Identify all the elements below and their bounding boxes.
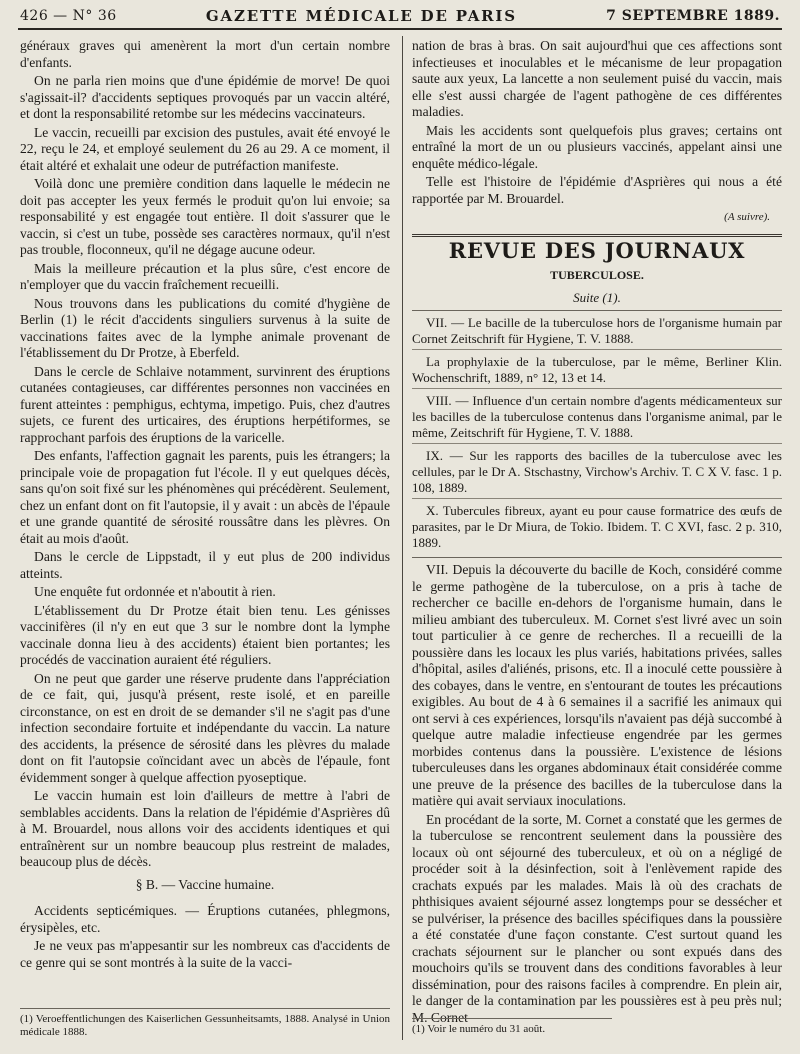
journal-title: GAZETTE MÉDICALE DE PARIS bbox=[205, 7, 517, 25]
to-be-continued: (A suivre). bbox=[724, 211, 770, 223]
paragraph: On ne parla rien moins que d'une épidémie de morve! De quoi s'agissait-il? d'accidents septiques provoqués par un vaccin altéré, et dont la responsabilité retombe sur les médecins vaccinateurs. bbox=[20, 73, 390, 121]
right-column bbox=[412, 38, 782, 1025]
reference-item: IX. — Sur les rapports des bacilles de la tuberculose avec les cellules, par le Dr A. Stschastny, Virchow's Archiv. T. C X V. fasc. 1 p. 108, 1889. bbox=[412, 446, 782, 499]
paragraph: Telle est l'histoire de l'épidémie d'Asprières qui nous a été rapportée par M. Brouardel. bbox=[412, 174, 782, 206]
paragraph: Le vaccin humain est loin d'ailleurs de mettre à l'abri de semblables accidents. Dans la relation de l'épidémie d'Asprières dû à M. Brouardel, nous allons voir des accidents identiques et qui entraînèrent sur un nombre beaucoup plus restreint de malades, beaucoup plus de décès. bbox=[20, 788, 390, 869]
paragraph: Je ne veux pas m'appesantir sur les nombreux cas d'accidents de ce genre qui se sont montrés à la suite de la vacci- bbox=[20, 938, 390, 970]
reference-list bbox=[412, 310, 782, 558]
subsection-title: TUBERCULOSE. bbox=[550, 268, 644, 282]
paragraph: Accidents septicémiques. — Éruptions cutanées, phlegmons, érysipèles, etc. bbox=[20, 903, 390, 935]
left-column bbox=[20, 38, 390, 1016]
section-title: REVUE DES JOURNAUX bbox=[448, 237, 746, 263]
paragraph: nation de bras à bras. On sait aujourd'hui que ces affections sont infectieuses et inoculables et le mécanisme de leur propagation saute aux yeux, La lancette a non seulement puisé du vaccin, mais elle s'est aussi chargée de l'agent pathogène de ces différentes maladies. bbox=[412, 38, 782, 119]
paragraph: VII. Depuis la découverte du bacille de Koch, considéré comme le germe pathogène de la tuberculose, on a pris à tache de rechercher ce bacille en-dehors de l'organisme humain, dans le milieu ambiant des tuberculeux. M. Cornet s'est livré avec un soin tout particulier à ce genre de recherches. Il a recueilli de la poussière dans les locaux les plus variés, habitations privées, salles d'hôpital, asiles d'aliénés, prisons, etc. Il a inoculé cette poussière à des cobayes, dans le ventre, en s'entourant de toutes les précautions exigibles. Au bout de 4 à 6 semaines il a sacrifié les animaux qui ont servi à ces expériences, lorsqu'ils n'avaient pas déjà succombé à quelque autre maladie infectieuse engendrée par les germes morbides contenus dans la poussière. L'existence de lésions tuberculeuses dans les organes abdominaux était considérée comme une preuve de la présence des bacilles de la tuberculose dans la matière qui avait serviaux inoculations. bbox=[412, 562, 782, 808]
section-rule bbox=[412, 234, 782, 237]
paragraph: On ne peut que garder une réserve prudente dans l'appréciation de ce fait, qui, jusqu'à présent, reste isolé, et en pareille circonstance, on est en droit de se demander s'il ne s'agit pas d'une infection secondaire fortuite et indépendante du vaccin. La nature des accidents, la présence de sérosité dans les plèvres du malade dont on fit l'autopsie coïncidant avec un abcès de l'épaule, font évidemment songer à quelque affection pyoseptique. bbox=[20, 670, 390, 785]
paragraph: Des enfants, l'affection gagnait les parents, puis les étrangers; la principale voie de propagation fut l'école. Il y eut quelques décès, sans qu'on soit fixé sur les phénomènes qui précédèrent. Seulement, chez un enfant dont on fit l'autopsie, il y avait : un abcès de l'épaule et une grande quantité de sérosité roussâtre dans les plèvres. On était au mois d'août. bbox=[20, 448, 390, 546]
page-number: 426 — N° 36 bbox=[20, 8, 117, 24]
reference-item: VII. — Le bacille de la tuberculose hors de l'organisme humain par Cornet Zeitschrift für Hygiene, T. V. 1888. bbox=[412, 313, 782, 350]
issue-date: 7 SEPTEMBRE 1889. bbox=[606, 8, 780, 24]
footnote-left: (1) Veroeffentlichungen des Kaiserlichen Gessunheitsamts, 1888. Analysé in Union médicale 1888. bbox=[20, 1008, 390, 1039]
paragraph: Dans le cercle de Schlaive notamment, survinrent des éruptions cutanées contagieuses, car différentes personnes non vaccinées en furent atteintes : pemphigus, echtyma, impetigo. Puis, chez d'autres sujets, ce furent des urticaires, des éruptions herpétiformes, se rapprochant parfois des éruptions de la varicelle. bbox=[20, 363, 390, 445]
paragraph: Dans le cercle de Lippstadt, il y eut plus de 200 individus atteints. bbox=[20, 549, 390, 581]
paragraph: En procédant de la sorte, M. Cornet a constaté que les germes de la tuberculose se rencontrent seulement dans la poussière des locaux où ont séjourné des tuberculeux, et où on a négligé de procéder soit à la désinfection, soit à l'enlèvement rapide des crachats expués par les malades. Mais là où des crachats de phthisiques avaient séjourné assez longtemps pour se dessécher et se pulvériser, la présence des bacilles spécifiques dans la poussière a été constatée d'une façon constante. C'est surtout quand les crachats séjournent sur le plancher ou sont expués dans des mouchoirs qu'ils se trouvent dans des conditions favorables à leur dissémination, pour des raisons faciles à comprendre. En plein air, le danger de la contamination par les poussières est à peu près nul; M. Cornet bbox=[412, 811, 782, 1025]
header-rule bbox=[18, 28, 782, 30]
running-head bbox=[20, 4, 780, 28]
section-heading: § B. — Vaccine humaine. bbox=[135, 876, 275, 892]
paragraph: Voilà donc une première condition dans laquelle le médecin ne doit pas accepter les yeux fermés le produit qu'on lui envoie; sa responsabilité y est engagée tout entière. Il doit s'assurer que le vaccin, si c'est un tube, possède ses caractères normaux, qu'il n'est pas trouble, floconneux, qu'il ne dégage aucune odeur. bbox=[20, 176, 390, 257]
reference-item: X. Tubercules fibreux, ayant eu pour cause formatrice des œufs de parasites, par le Dr Miura, de Tokio. Ibidem. T. C XVI, fasc. 2 p. 310, 1889. bbox=[412, 503, 782, 550]
paragraph: Mais les accidents sont quelquefois plus graves; certains ont entraîné la mort de un ou plusieurs vaccinés, appelant ainsi une enquête médico-légale. bbox=[412, 122, 782, 171]
column-divider bbox=[402, 36, 403, 1040]
paragraph: Une enquête fut ordonnée et n'aboutit à rien. bbox=[34, 584, 276, 599]
paragraph: Nous trouvons dans les publications du comité d'hygiène de Berlin (1) le récit d'accidents singuliers survenus à la suite de vaccinations faites avec de la lymphe animale provenant de l'établissement du Dr Protze, à Eberfeld. bbox=[20, 295, 390, 360]
reference-item: VIII. — Influence d'un certain nombre d'agents médicamenteux sur les bacilles de la tuberculose contenus dans l'organisme animal, par le même, Zeitschrift für Hygiene, T. V. 1888. bbox=[412, 391, 782, 444]
paragraph: Mais la meilleure précaution et la plus sûre, c'est encore de n'employer que du vaccin fraîchement recueilli. bbox=[20, 260, 390, 292]
suite-label: Suite (1). bbox=[573, 289, 621, 305]
paragraph: généraux graves qui amenèrent la mort d'un certain nombre d'enfants. bbox=[20, 38, 390, 70]
paragraph: L'établissement du Dr Protze était bien tenu. Les génisses vaccinifères (il n'y en eut que 3 sur le nombre dont la lymphe vaccinale donna lieu à des accidents) étaient bien portantes; les procédés de vaccination auraient été réguliers. bbox=[20, 602, 390, 667]
footnote-right: (1) Voir le numéro du 31 août. bbox=[412, 1018, 612, 1036]
paragraph: Le vaccin, recueilli par excision des pustules, avait été envoyé le 22, reçu le 24, et employé seulement du 26 au 29. A ce moment, il était altéré et exhalait une odeur de putréfaction manifeste. bbox=[20, 124, 390, 173]
reference-item: La prophylaxie de la tuberculose, par le même, Berliner Klin. Wochenschrift, 1889, n° 12, 13 et 14. bbox=[412, 352, 782, 389]
